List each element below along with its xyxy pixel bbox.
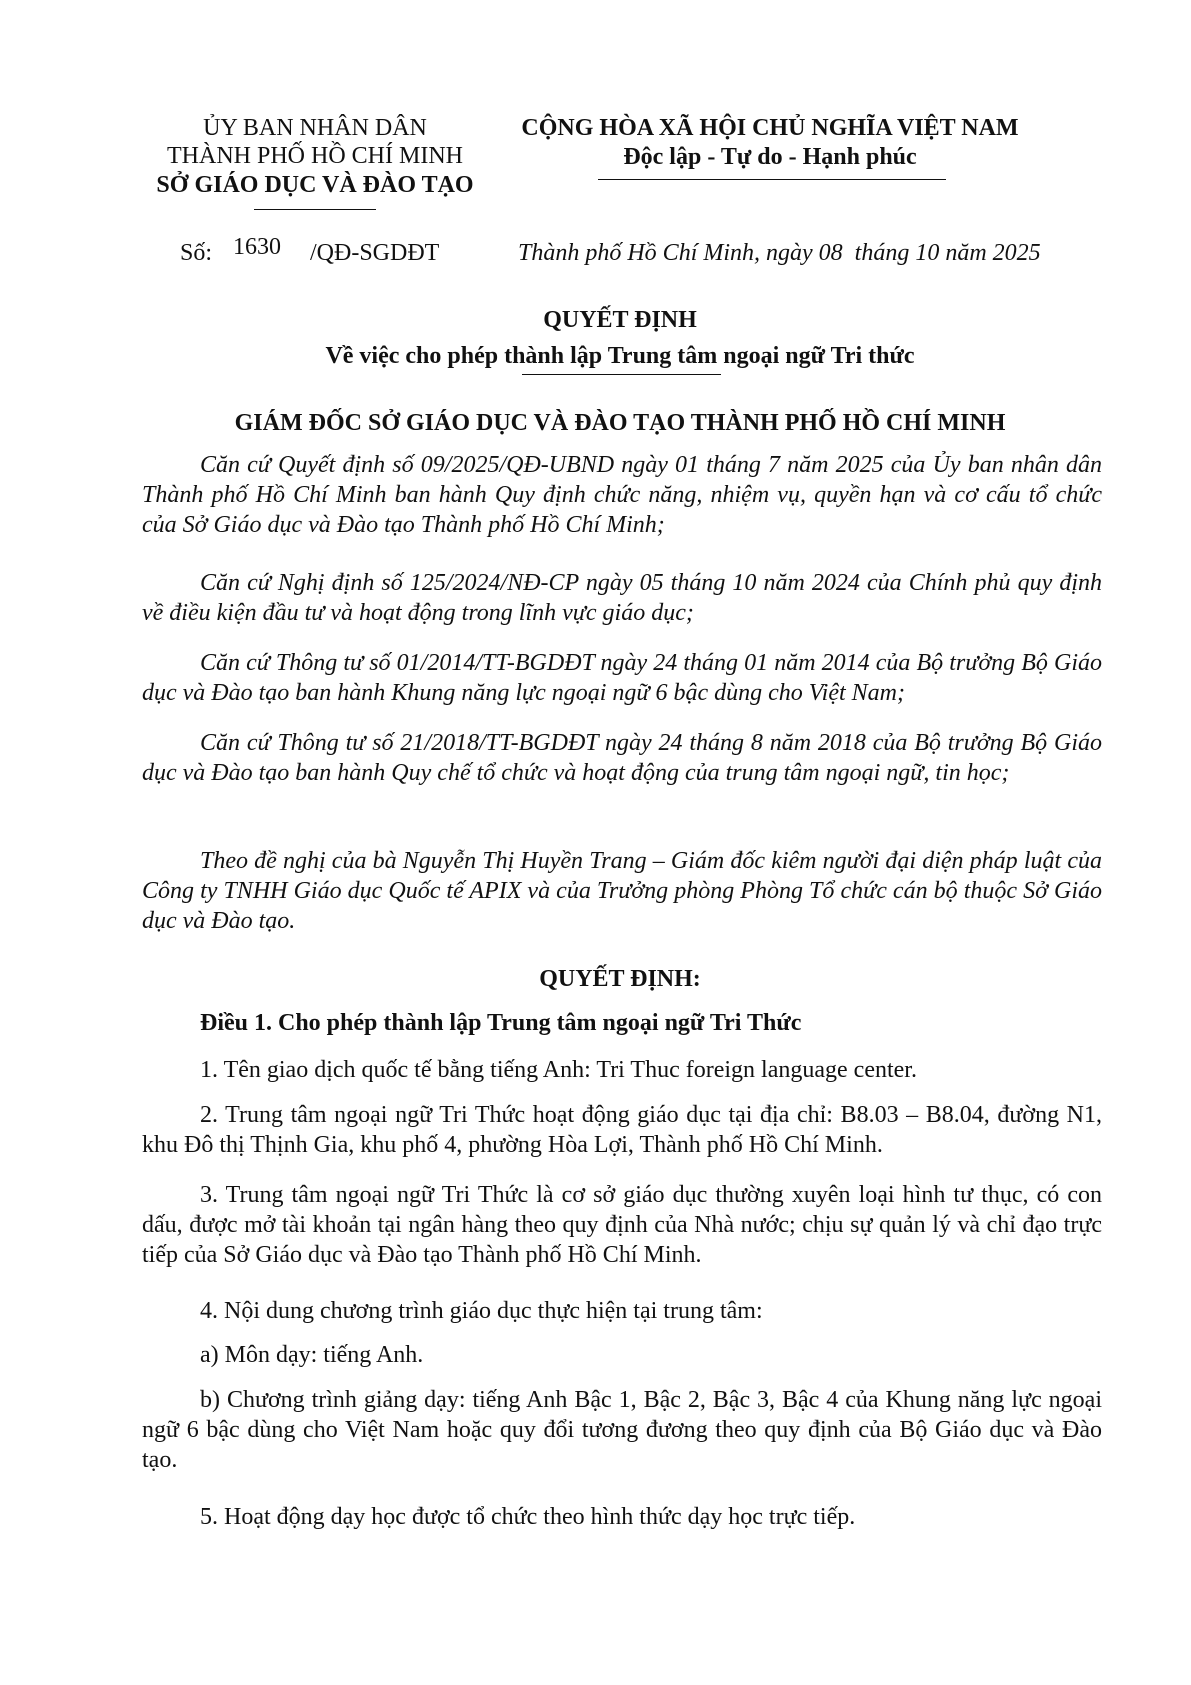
- article-1-item-2: 2. Trung tâm ngoại ngữ Tri Thức hoạt động giáo dục tại địa chỉ: B8.03 – B8.04, đường N1, khu Đô thị Thịnh Gia, khu phố 4, phường Hòa Lợi, Thành phố Hồ Chí Minh.: [142, 1102, 1102, 1158]
- document-subject: Về việc cho phép thành lập Trung tâm ngoại ngữ Tri thức: [325, 343, 915, 369]
- country-name: CỘNG HÒA XÃ HỘI CHỦ NGHĨA VIỆT NAM: [521, 115, 1019, 141]
- issuing-authority: GIÁM ĐỐC SỞ GIÁO DỤC VÀ ĐÀO TẠO THÀNH PHỐ HỒ CHÍ MINH: [234, 410, 1006, 436]
- decision-heading: QUYẾT ĐỊNH:: [539, 966, 701, 992]
- legal-ground-4: Căn cứ Thông tư số 21/2018/TT-BGDĐT ngày 24 tháng 8 năm 2018 của Bộ trưởng Bộ Giáo dục và Đào tạo ban hành Quy chế tổ chức và hoạt động của trung tâm ngoại ngữ, tin học;: [142, 730, 1102, 786]
- agency-underline: [254, 209, 376, 210]
- subject-underline: [522, 374, 721, 375]
- national-motto-block: [495, 113, 1045, 172]
- agency-line-2: THÀNH PHỐ HỒ CHÍ MINH: [167, 143, 463, 169]
- date-line: Thành phố Hồ Chí Minh, ngày 08 tháng 10 năm 2025: [518, 240, 1041, 266]
- document-number-label: Số:: [180, 240, 213, 266]
- document-number: 1630: [233, 234, 281, 260]
- article-1-item-4: 4. Nội dung chương trình giáo dục thực hiện tại trung tâm:: [200, 1298, 763, 1324]
- issuing-agency-block: [130, 113, 500, 200]
- article-1-item-4b: b) Chương trình giảng dạy: tiếng Anh Bậc 1, Bậc 2, Bậc 3, Bậc 4 của Khung năng lực ngoại ngữ 6 bậc dùng cho Việt Nam hoặc quy đổi tương đương theo quy định của Bộ Giáo dục và Đào tạo.: [142, 1387, 1102, 1473]
- article-1-heading: Điều 1. Cho phép thành lập Trung tâm ngoại ngữ Tri Thức: [200, 1010, 802, 1036]
- agency-line-3: SỞ GIÁO DỤC VÀ ĐÀO TẠO: [156, 172, 474, 198]
- document-number-suffix: /QĐ-SGDĐT: [310, 240, 440, 266]
- article-1-item-5: 5. Hoạt động dạy học được tổ chức theo hình thức dạy học trực tiếp.: [200, 1504, 856, 1530]
- motto: Độc lập - Tự do - Hạnh phúc: [623, 144, 917, 170]
- legal-ground-2: Căn cứ Nghị định số 125/2024/NĐ-CP ngày 05 tháng 10 năm 2024 của Chính phủ quy định về điều kiện đầu tư và hoạt động trong lĩnh vực giáo dục;: [142, 570, 1102, 626]
- article-1-item-4a: a) Môn dạy: tiếng Anh.: [200, 1342, 424, 1368]
- agency-line-1: ỦY BAN NHÂN DÂN: [203, 115, 427, 141]
- document-title: QUYẾT ĐỊNH: [543, 307, 697, 333]
- legal-ground-5: Theo đề nghị của bà Nguyễn Thị Huyền Trang – Giám đốc kiêm người đại diện pháp luật của Công ty TNHH Giáo dục Quốc tế APIX và của Trưởng phòng Phòng Tổ chức cán bộ thuộc Sở Giáo dục và Đào tạo.: [142, 848, 1102, 934]
- legal-ground-3: Căn cứ Thông tư số 01/2014/TT-BGDĐT ngày 24 tháng 01 năm 2014 của Bộ trưởng Bộ Giáo dục và Đào tạo ban hành Khung năng lực ngoại ngữ 6 bậc dùng cho Việt Nam;: [142, 650, 1102, 706]
- legal-ground-1: Căn cứ Quyết định số 09/2025/QĐ-UBND ngày 01 tháng 7 năm 2025 của Ủy ban nhân dân Thành phố Hồ Chí Minh ban hành Quy định chức năng, nhiệm vụ, quyền hạn và cơ cấu tổ chức của Sở Giáo dục và Đào tạo Thành phố Hồ Chí Minh;: [142, 452, 1102, 538]
- motto-underline: [598, 179, 946, 180]
- article-1-item-1: 1. Tên giao dịch quốc tế bằng tiếng Anh: Tri Thuc foreign language center.: [200, 1057, 917, 1083]
- article-1-item-3: 3. Trung tâm ngoại ngữ Tri Thức là cơ sở giáo dục thường xuyên loại hình tư thục, có con dấu, được mở tài khoản tại ngân hàng theo quy định của Nhà nước; chịu sự quản lý và chỉ đạo trực tiếp của Sở Giáo dục và Đào tạo Thành phố Hồ Chí Minh.: [142, 1182, 1102, 1268]
